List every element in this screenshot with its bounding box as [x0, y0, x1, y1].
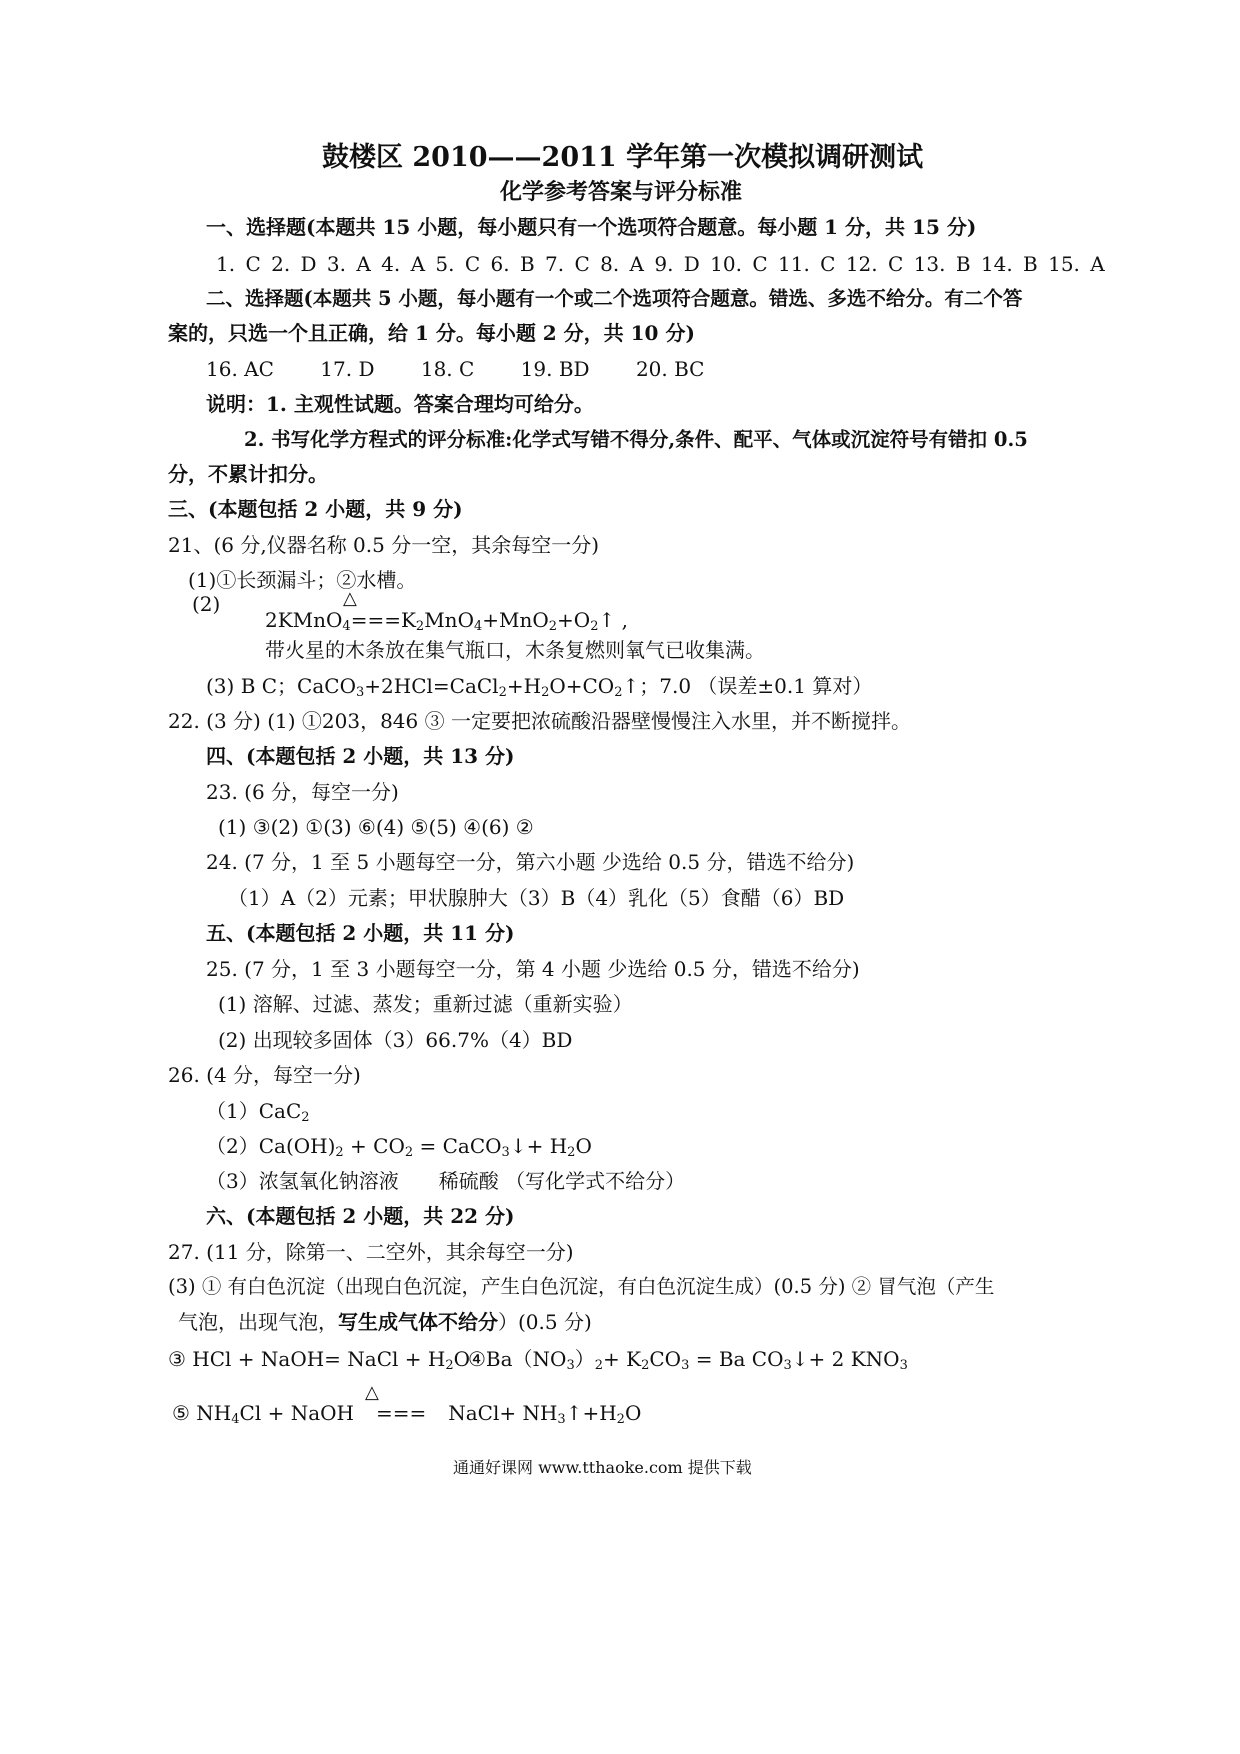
- section5-heading: 五、(本题包括 2 小题，共 11 分): [206, 921, 515, 945]
- q23-header: 23. (6 分，每空一分): [206, 780, 399, 804]
- section2-heading-line1: 二、选择题(本题共 5 小题，每小题有一个或二个选项符合题意。错选、多选不给分。有二个答: [206, 287, 1023, 310]
- q22: 22. (3 分) (1) ①203，846 ③ 一定要把浓硫酸沿器壁慢慢注入水里，并不断搅拌。: [168, 709, 911, 733]
- heat-triangle-icon: △: [343, 588, 357, 609]
- section1-heading: 一、选择题(本题共 15 小题，每小题只有一个选项符合题意。每小题 1 分，共 15 分): [206, 215, 977, 239]
- q21-part2-equation: $2KMnO_4===K_2MnO_4+MnO_2+O_2↑$ ,: [265, 608, 628, 634]
- q26-part3: （3）浓氢氧化钠溶液 稀硫酸 （写化学式不给分）: [206, 1169, 686, 1193]
- q21-part3: (3) B C；$CaCO_3+2HCl=CaCl_2+H_2O+CO_2↑$；7.0 （误差±0.1 算对）: [206, 674, 873, 700]
- section3-heading: 三、(本题包括 2 小题，共 9 分): [168, 497, 463, 521]
- q26-part1: （1）CaC$_2$: [206, 1099, 310, 1125]
- section4-heading: 四、(本题包括 2 小题，共 13 分): [206, 744, 515, 768]
- answer-19: 19. BD: [520, 357, 590, 381]
- q26-header: 26. (4 分，每空一分): [168, 1063, 361, 1087]
- section6-heading: 六、(本题包括 2 小题，共 22 分): [206, 1204, 515, 1228]
- answer-20: 20. BC: [635, 357, 705, 381]
- page-title: 鼓楼区 2010——2011 学年第一次模拟调研测试: [322, 142, 924, 173]
- page-subtitle: 化学参考答案与评分标准: [500, 179, 743, 205]
- q21-header: 21、(6 分,仪器名称 0.5 分一空，其余每空一分): [168, 533, 600, 557]
- section1-answers: 1. C 2. D 3. A 4. A 5. C 6. B 7. C 8. A 9. D 10. C 11. C 12. C 13. B 14. B 15. A: [216, 252, 1105, 276]
- heat-triangle-icon: △: [365, 1382, 379, 1403]
- q27-equation-4: $④Ba(NO_3)_2+ K_2CO_3 = Ba$ $CO_3↓+ 2$ $KNO_3$: [468, 1347, 908, 1373]
- q26-part2: $(2)Ca(OH)_2 + CO_2$ = CaCO$_3$↓+ $H_2O$: [206, 1134, 592, 1160]
- note-2-line1: 2. 书写化学方程式的评分标准:化学式写错不得分,条件、配平、气体或沉淀符号有错扣 0.5: [244, 428, 1028, 451]
- q23-answers: (1) ③(2) ①(3) ⑥(4) ⑤(5) ④(6) ②: [218, 815, 534, 839]
- answer-18: 18. C: [420, 357, 475, 381]
- answer-17: 17. D: [320, 357, 375, 381]
- q27-part3-line1: (3) ① 有白色沉淀（出现白色沉淀，产生白色沉淀，有白色沉淀生成）(0.5 分) ② 冒气泡（产生: [168, 1275, 995, 1298]
- q25-part2: (2) 出现较多固体（3）66.7%（4）BD: [218, 1028, 573, 1052]
- q27-equation-3: ③ HCl + NaOH= NaCl + $H_2O$: [168, 1347, 471, 1373]
- q27-part3-line2: 气泡，出现气泡，写生成气体不给分）(0.5 分): [178, 1310, 592, 1334]
- section2-heading-line2: 案的，只选一个且正确，给 1 分。每小题 2 分，共 10 分): [168, 321, 695, 345]
- footer-credit: 通通好课网 www.tthaoke.com 提供下载: [453, 1458, 752, 1477]
- q24-answers: （1）A（2）元素；甲状腺肿大（3）B（4）乳化（5）食醋（6）BD: [228, 886, 845, 910]
- q24-header: 24. (7 分，1 至 5 小题每空一分，第六小题 少选给 0.5 分，错选不给分): [206, 850, 855, 874]
- q21-part2-text: 带火星的木条放在集气瓶口，木条复燃则氧气已收集满。: [265, 638, 765, 662]
- q27-header: 27. (11 分，除第一、二空外，其余每空一分): [168, 1240, 574, 1264]
- q25-header: 25. (7 分，1 至 3 小题每空一分，第 4 小题 少选给 0.5 分，错选不给分): [206, 957, 860, 981]
- q27-equation-5: ⑤ $NH_4Cl$ + NaOH === NaCl+ $NH_3↑+H_2O$: [172, 1401, 642, 1427]
- answer-16: 16. AC: [206, 357, 274, 381]
- q25-part1: (1) 溶解、过滤、蒸发；重新过滤（重新实验）: [218, 992, 633, 1016]
- note-1: 说明：1. 主观性试题。答案合理均可给分。: [206, 392, 594, 416]
- q21-part1: (1)①长颈漏斗；②水槽。: [188, 568, 417, 592]
- note-2-line2: 分，不累计扣分。: [168, 462, 328, 486]
- section2-answers: [206, 357, 704, 381]
- q21-part2-label: (2): [192, 592, 221, 616]
